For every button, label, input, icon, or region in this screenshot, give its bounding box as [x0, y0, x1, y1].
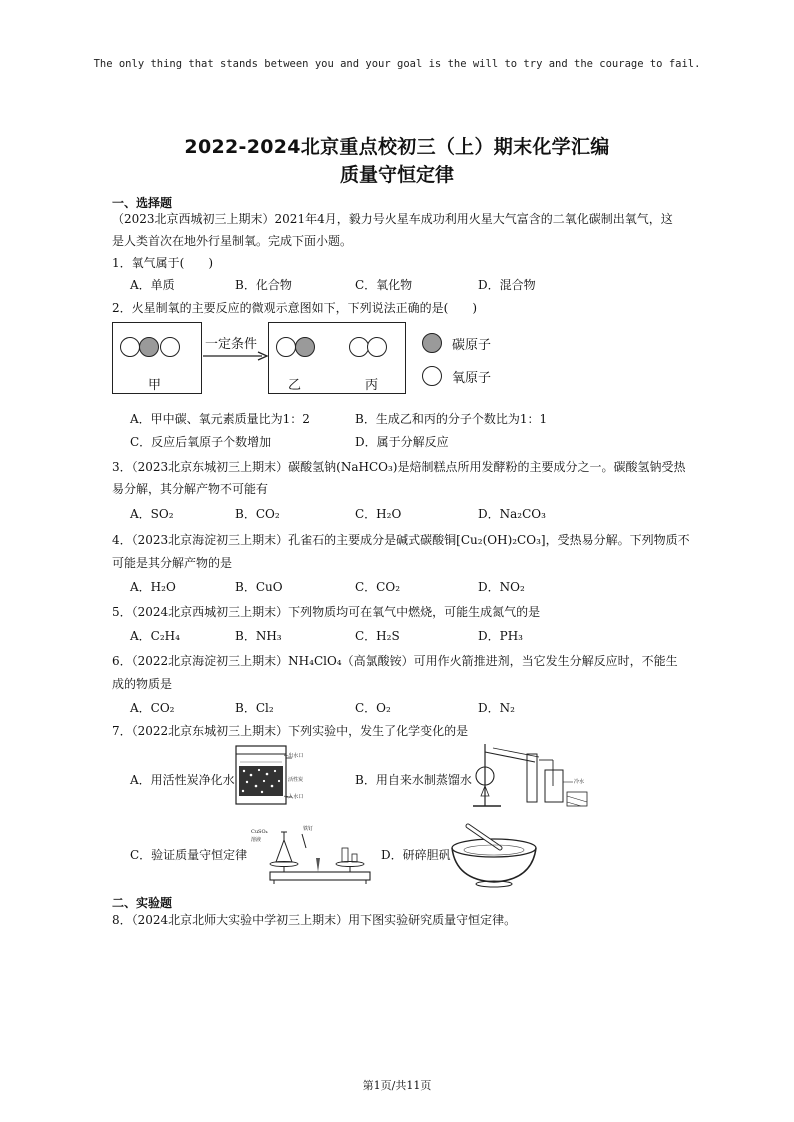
carbon-atom-legend-icon [422, 333, 442, 353]
q4-option-d: D．NO₂ [478, 580, 525, 594]
q6-line-1: 6．（2022北京海淀初三上期末）NH₄ClO₄（高氯酸铵）可用作火箭推进剂，当它发生分解反应时，不能生 [112, 654, 678, 668]
q2-option-a: A．甲中碳、氧元素质量比为1：2 [130, 412, 310, 426]
q3-line-2: 易分解，其分解产物不可能有 [112, 482, 269, 496]
product-label-yi: 乙 [288, 378, 302, 393]
legend-carbon-label: 碳原子 [452, 338, 492, 353]
q1-option-c: C．氧化物 [355, 278, 413, 292]
q3-option-d: D．Na₂CO₃ [478, 507, 546, 521]
q6-option-a: A．CO₂ [130, 701, 175, 715]
q4-option-c: C．CO₂ [355, 580, 401, 594]
q5-option-a: A．C₂H₄ [130, 629, 180, 643]
oxygen-atom-icon [276, 337, 296, 357]
q4-option-a: A．H₂O [130, 580, 176, 594]
section-heading-experiment: 二、实验题 [112, 896, 173, 910]
reactant-label: 甲 [148, 378, 162, 393]
q7-option-b: B．用自来水制蒸馏水 [355, 773, 472, 787]
reaction-arrow-icon [202, 351, 270, 361]
document-title: 2022-2024北京重点校初三（上）期末化学汇编 [184, 136, 610, 158]
reaction-condition: 一定条件 [205, 337, 258, 352]
q5-line-1: 5．（2024北京西城初三上期末）下列物质均可在氧气中燃烧，可能生成氮气的是 [112, 605, 541, 619]
q2-option-d: D．属于分解反应 [355, 435, 449, 449]
q3-line-1: 3．（2023北京东城初三上期末）碳酸氢钠(NaHCO₃)是焙制糕点所用发酵粉的主要成分之一。碳酸氢钠受热 [112, 460, 686, 474]
carbon-atom-icon [139, 337, 159, 357]
q6-option-d: D．N₂ [478, 701, 515, 715]
q4-line-2: 可能是其分解产物的是 [112, 556, 233, 570]
filter-outlet-label: ←出水口 [284, 753, 304, 759]
q3-option-a: A．SO₂ [130, 507, 174, 521]
distillation-apparatus-icon [463, 740, 593, 812]
intro-line-2: 是人类首次在地外行星制氧。完成下面小题。 [112, 234, 353, 248]
q7-line-1: 7．（2022北京东城初三上期末）下列实验中，发生了化学变化的是 [112, 724, 469, 738]
q6-option-c: C．O₂ [355, 701, 391, 715]
section-heading-choice: 一、选择题 [112, 196, 173, 210]
filter-carbon-label: 活性炭 [288, 777, 304, 783]
q1-option-d: D．混合物 [478, 278, 536, 292]
q7-option-d: D．研碎胆矾 [381, 848, 451, 862]
oxygen-atom-legend-icon [422, 366, 442, 386]
q4-line-1: 4．（2023北京海淀初三上期末）孔雀石的主要成分是碱式碳酸铜[Cu₂(OH)₂CO₃]，受热易分解。下列物质不 [112, 533, 690, 547]
q2-stem: 2．火星制氧的主要反应的微观示意图如下，下列说法正确的是( ) [112, 301, 478, 315]
q5-option-b: B．NH₃ [235, 629, 282, 643]
cold-water-label: 冷水 [574, 779, 585, 785]
oxygen-atom-icon [120, 337, 140, 357]
mortar-pestle-icon [448, 820, 540, 890]
page-number: 第1页/共11页 [362, 1079, 432, 1092]
oxygen-atom-icon [160, 337, 180, 357]
document-subtitle: 质量守恒定律 [339, 164, 454, 186]
q5-option-d: D．PH₃ [478, 629, 523, 643]
q7-option-c: C．验证质量守恒定律 [130, 848, 248, 862]
q1-option-b: B．化合物 [235, 278, 292, 292]
carbon-atom-icon [295, 337, 315, 357]
cuso4-label: CuSO₄ [251, 829, 268, 835]
balance-scale-icon [266, 818, 376, 886]
legend-oxygen-label: 氧原子 [452, 371, 492, 386]
header-motto: The only thing that stands between you and your goal is the will to try and the courage to fail. [93, 58, 701, 70]
q3-option-c: C．H₂O [355, 507, 402, 521]
q7-option-a: A．用活性炭净化水 [130, 773, 235, 787]
q2-option-c: C．反应后氧原子个数增加 [130, 435, 272, 449]
q2-option-b: B．生成乙和丙的分子个数比为1：1 [355, 412, 548, 426]
q4-option-b: B．CuO [235, 580, 283, 594]
q6-option-b: B．Cl₂ [235, 701, 274, 715]
q3-option-b: B．CO₂ [235, 507, 280, 521]
solution-label: 溶液 [251, 837, 262, 843]
q5-option-c: C．H₂S [355, 629, 400, 643]
iron-nail-label: 铁钉 [303, 826, 314, 832]
q1-option-a: A．单质 [130, 278, 175, 292]
q6-line-2: 成的物质是 [112, 677, 173, 691]
oxygen-atom-icon [349, 337, 369, 357]
product-label-bing: 丙 [365, 378, 379, 393]
q1-stem: 1．氧气属于( ) [112, 256, 213, 270]
oxygen-atom-icon [367, 337, 387, 357]
intro-line-1: （2023北京西城初三上期末）2021年4月，毅力号火星车成功利用火星大气富含的二氧化碳制出氧气，这 [112, 212, 673, 226]
activated-carbon-filter-icon [234, 742, 324, 808]
filter-inlet-label: ←入水口 [284, 794, 304, 800]
q8-line-1: 8．（2024北京北师大实验中学初三上期末）用下图实验研究质量守恒定律。 [112, 913, 517, 927]
